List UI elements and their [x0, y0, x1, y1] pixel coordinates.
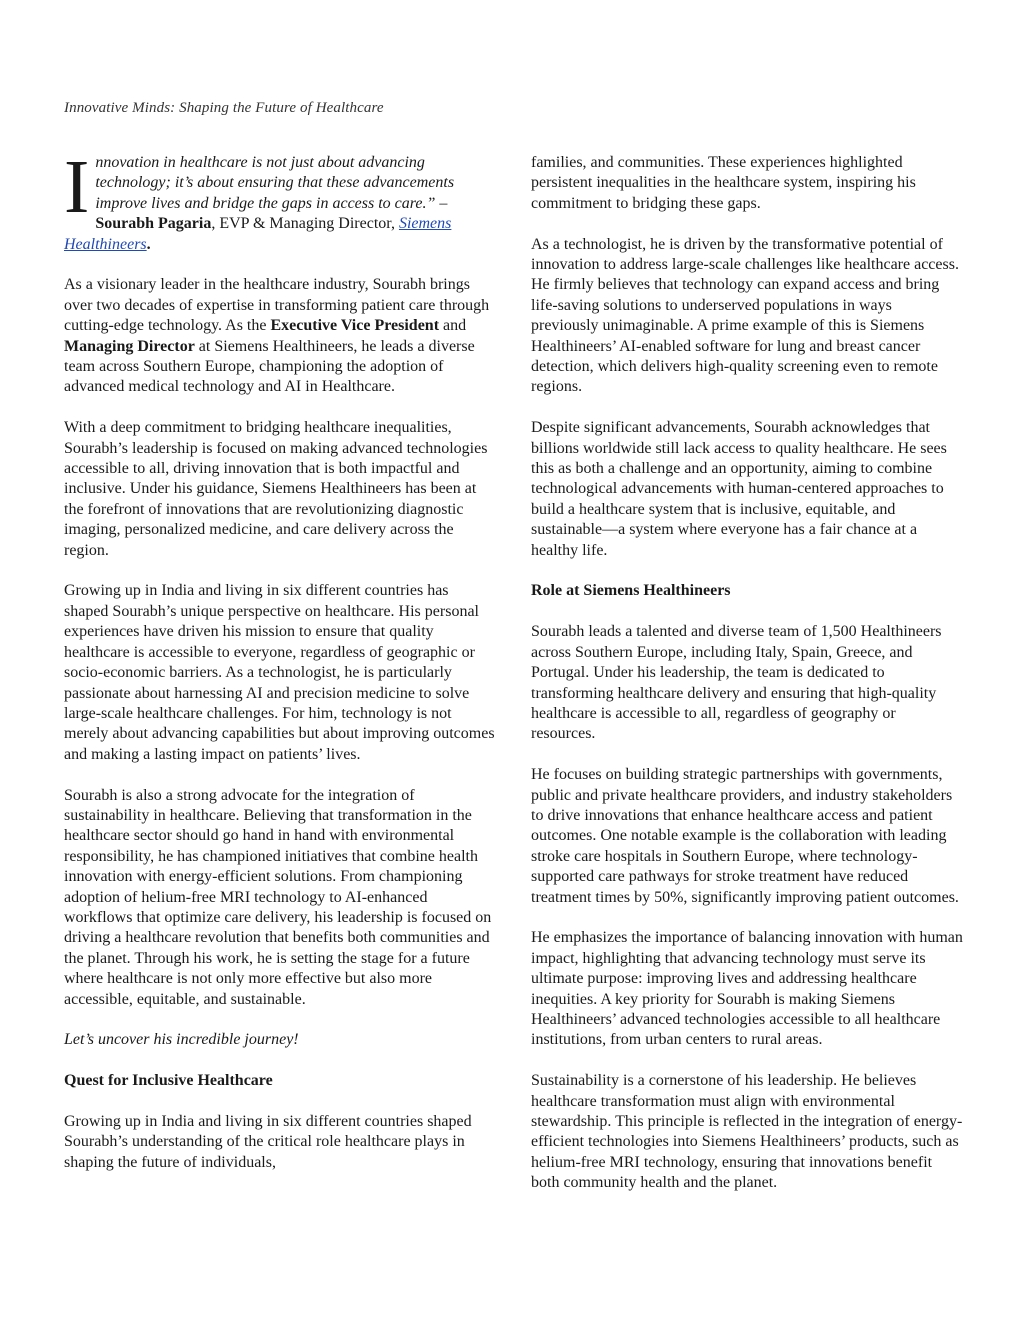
- paragraph-journey: Let’s uncover his incredible journey!: [64, 1031, 299, 1049]
- paragraph-stewardship: Sustainability is a cornerstone of his leadership. He believes healthcare transformation must align with environmental stewardship. This principle is reflected in the integration of energy-efficient technologies into Siemens Healthineers’ products, such as helium-free MRI technology, ensuring that innovations benefit both community health and the planet.: [531, 1072, 963, 1192]
- paragraph-commitment: With a deep commitment to bridging healthcare inequalities, Sourabh’s leadership is focused on making advanced technologies accessible to all, driving innovation that is both impactful and inclusive. Under his guidance, Siemens Healthineers has been at the forefront of innovations that are revolutionizing diagnostic imaging, personalized medicine, and care delivery across the region.: [64, 419, 488, 559]
- paragraph-advancements: Despite significant advancements, Sourabh acknowledges that billions worldwide still lack access to quality healthcare. He sees this as both a challenge and an opportunity, aiming to combine technological advancements with human-centered approaches to build a healthcare system that is inclusive, equitable, and sustainable—a system where everyone has a fair chance at a healthy life.: [531, 419, 947, 559]
- siemens-healthineers-link[interactable]: Siemens Healthineers: [64, 215, 452, 253]
- intro-title-md: Managing Director: [64, 337, 195, 355]
- quote-role: , EVP & Managing Director,: [211, 215, 399, 233]
- heading-role: Role at Siemens Healthineers: [531, 582, 731, 600]
- intro-title-evp: Executive Vice President: [270, 317, 440, 335]
- quote-text: nnovation in healthcare is not just about advancing technology; it’s about ensuring that these advancements improve lives and bridge the gaps in access to care.”: [95, 154, 455, 212]
- paragraph-sustainability: Sourabh is also a strong advocate for the integration of sustainability in healthcare. Believing that transformation in the healthcare sector should go hand in hand with environmental responsibility, he has championed initiatives that combine health innovation with energy-efficient solutions. From championing adoption of helium-free MRI technology to AI-enhanced workflows that optimize care delivery, his leadership is focused on driving a healthcare revolution that benefits both communities and the planet. Through his work, he is setting the stage for a future where healthcare is not only more effective but also more accessible, equitable, and sustainable.: [64, 786, 492, 1008]
- intro-text-d: at Siemens Healthineers, he leads a diverse team across Southern Europe, championing the adoption of advanced medical technology and AI in Healthcare.: [64, 337, 475, 396]
- heading-quest: Quest for Inclusive Healthcare: [64, 1072, 273, 1090]
- paragraph-families: families, and communities. These experiences highlighted persistent inequalities in the healthcare system, inspiring his commitment to bridging these gaps.: [531, 154, 916, 212]
- quote-dash: –: [435, 194, 448, 212]
- right-column: [531, 153, 963, 1214]
- drop-cap: I: [64, 145, 90, 229]
- running-header: Innovative Minds: Shaping the Future of Healthcare: [64, 100, 384, 116]
- paragraph-quest: Growing up in India and living in six different countries shaped Sourabh’s understanding of the critical role healthcare plays in shaping the future of individuals,: [64, 1112, 472, 1171]
- paragraph-team: Sourabh leads a talented and diverse team of 1,500 Healthineers across Southern Europe, including Italy, Spain, Greece, and Portugal. Under his leadership, the team is dedicated to transforming healthcare delivery and ensuring that high-quality healthcare is accessible to all, regardless of geography or resources.: [531, 623, 942, 743]
- pull-quote: [64, 145, 496, 255]
- intro-paragraph: [64, 275, 496, 397]
- left-column: [64, 145, 496, 1194]
- paragraph-technologist: As a technologist, he is driven by the transformative potential of innovation to address large-scale challenges like healthcare access. He firmly believes that technology can expand access and bring life-saving solutions to underserved populations in ways previously unimaginable. A prime example of this is Siemens Healthineers’ AI-enabled software for lung and breast cancer detection, which delivers high-quality screening even to remote regions.: [531, 235, 959, 396]
- quote-author: Sourabh Pagaria: [95, 215, 212, 233]
- intro-text-a: As a visionary leader in the healthcare industry, Sourabh brings over two decades of expertise in transforming patient care through cutting-edge technology. As the: [64, 276, 490, 335]
- paragraph-india: Growing up in India and living in six different countries has shaped Sourabh’s unique perspective on healthcare. His personal experiences have driven his mission to ensure that quality healthcare is accessible to everyone, regardless of geographic or socio-economic barriers. As a technologist, he is particularly passionate about harnessing AI and precision medicine to solve large-scale healthcare challenges. For him, technology is not merely about advancing capabilities but about improving outcomes and making a lasting impact on patients’ lives.: [64, 582, 495, 763]
- paragraph-partnerships: He focuses on building strategic partnerships with governments, public and private healthcare providers, and industry stakeholders to drive innovations that enhance healthcare access and patient outcomes. One notable example is the collaboration with leading stroke care hospitals in Southern Europe, where technology-supported care pathways for stroke treatment have reduced treatment times by 50%, significantly improving patient outcomes.: [531, 766, 959, 906]
- intro-text-c: and: [439, 317, 467, 335]
- paragraph-balance: He emphasizes the importance of balancing innovation with human impact, highlighting that advancing technology must serve its ultimate purpose: improving lives and addressing healthcare inequities. A key priority for Sourabh is making Siemens Healthineers’ advanced technologies accessible to all healthcare institutions, from urban centers to rural areas.: [531, 929, 963, 1049]
- quote-end: .: [146, 235, 151, 253]
